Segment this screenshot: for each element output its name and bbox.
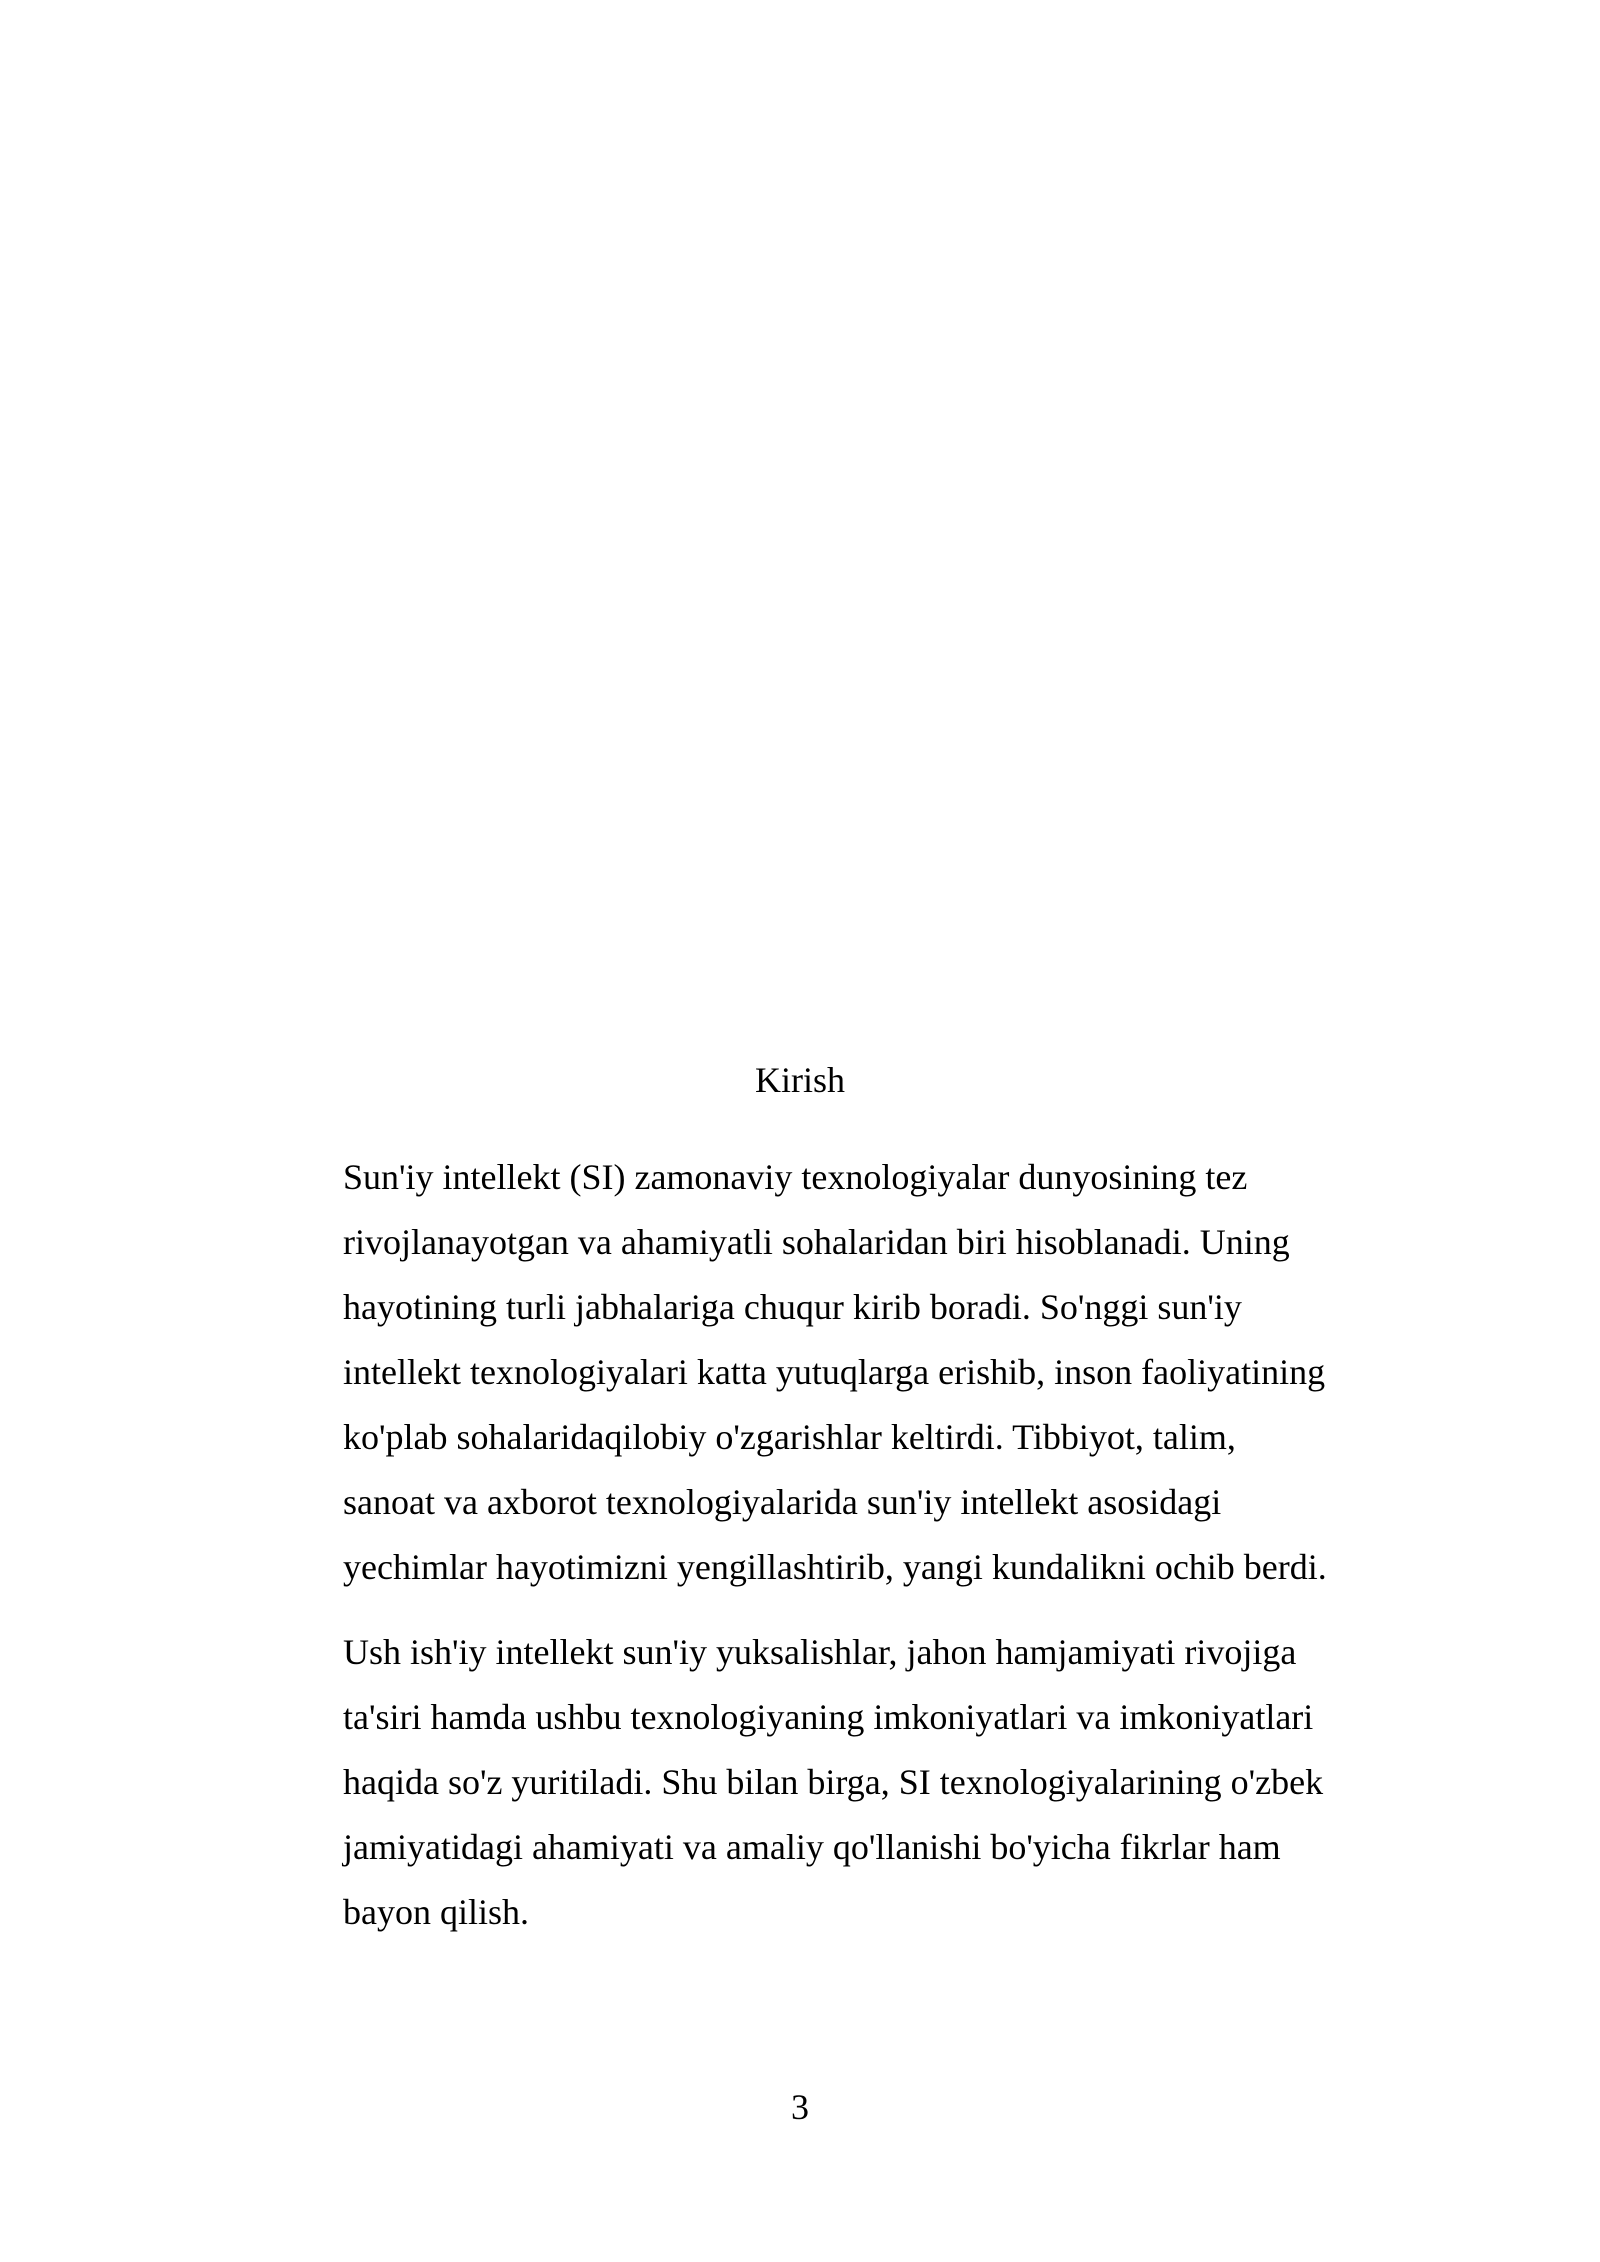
text-line: ta'siri hamda ushbu texnologiyaning imkoniyatlari va imkoniyatlari <box>343 1697 1314 1737</box>
text-line: Ush ish'iy intellekt sun'iy yuksalishlar, jahon hamjamiyati rivojiga <box>343 1632 1297 1672</box>
paragraph-2 <box>343 1620 1383 1945</box>
page-number: 3 <box>791 2087 809 2127</box>
text-line: bayon qilish. <box>343 1892 529 1932</box>
text-line: intellekt texnologiyalari katta yutuqlarga erishib, inson faoliyatining <box>343 1352 1326 1392</box>
text-line: rivojlanayotgan va ahamiyatli sohalaridan biri hisoblanadi. Uning <box>343 1222 1290 1262</box>
text-line: yechimlar hayotimizni yengillashtirib, yangi kundalikni ochib berdi. <box>343 1547 1327 1587</box>
text-line: sanoat va axborot texnologiyalarida sun'iy intellekt asosidagi <box>343 1482 1222 1522</box>
paragraph-spacer <box>343 1600 1383 1620</box>
body-text <box>343 1145 1383 1945</box>
text-line: jamiyatidagi ahamiyati va amaliy qo'llanishi bo'yicha fikrlar ham <box>343 1827 1281 1867</box>
text-line: haqida so'z yuritiladi. Shu bilan birga, SI texnologiyalarining o'zbek <box>343 1762 1324 1802</box>
section-heading: Kirish <box>755 1060 845 1100</box>
text-line: Sun'iy intellekt (SI) zamonaviy texnologiyalar dunyosining tez <box>343 1157 1248 1197</box>
text-line: ko'plab sohalaridaqilobiy o'zgarishlar keltirdi. Tibbiyot, talim, <box>343 1417 1236 1457</box>
paragraph-1 <box>343 1145 1383 1600</box>
text-line: hayotining turli jabhalariga chuqur kirib boradi. So'nggi sun'iy <box>343 1287 1242 1327</box>
